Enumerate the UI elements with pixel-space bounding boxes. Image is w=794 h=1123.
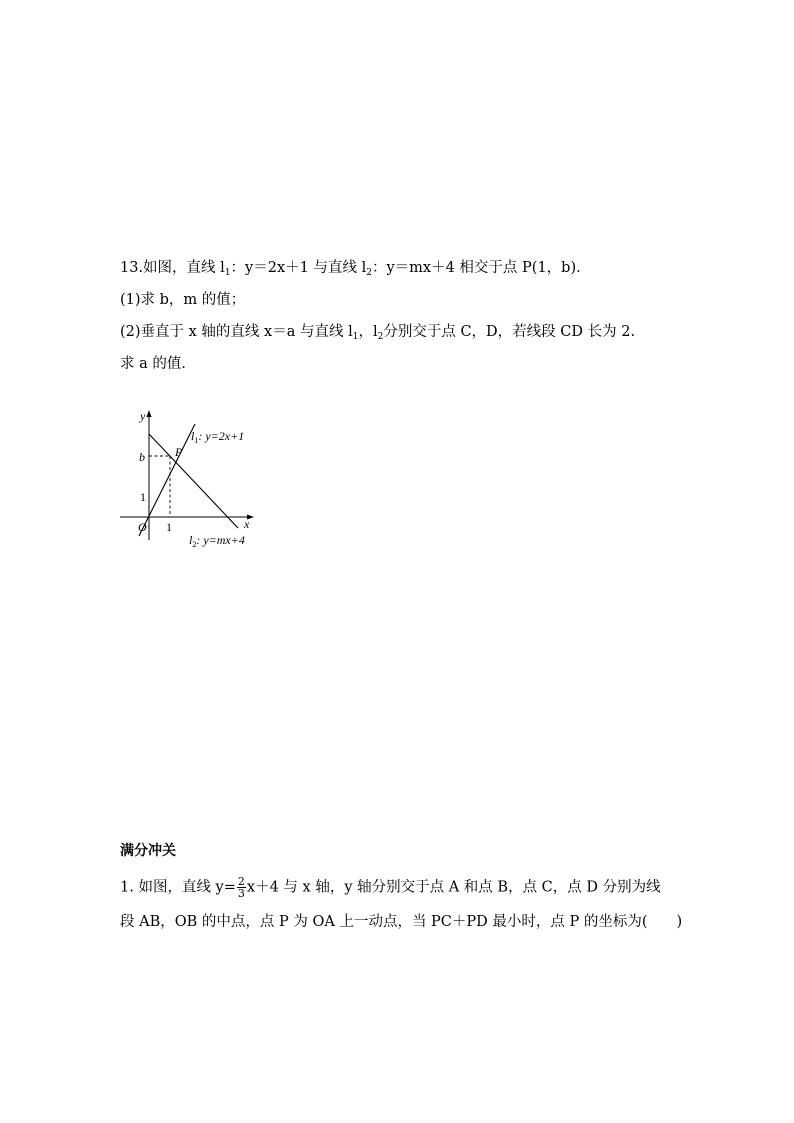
x-one-label: 1	[166, 520, 172, 534]
b-tick-label: b	[139, 450, 145, 464]
fraction-two-thirds	[237, 876, 246, 899]
x-axis-label: x	[244, 517, 250, 531]
problem13-text-c: ：y＝mx＋4 相交于点 P(1，b)．	[371, 260, 591, 276]
q1-statement-cont: 段 AB，OB 的中点，点 P 为 OA 上一动点，当 PC＋PD 最小时，点 P 的坐标为( )	[120, 914, 683, 930]
problem13-part1: (1)求 b，m 的值；	[120, 292, 246, 308]
y-one-label: 1	[140, 490, 146, 504]
problem13-text-a: 13.如图，直线 l	[120, 260, 225, 276]
q1-text-a: 1. 如图，直线 y=	[120, 879, 236, 896]
q1-statement	[120, 876, 661, 899]
q1-text-b: x＋4 与 x 轴，y 轴分别交于点 A 和点 B，点 C，点 D 分别为线	[246, 879, 661, 896]
line-l2	[149, 434, 238, 528]
fraction-denominator: 3	[237, 887, 245, 900]
problem13-statement	[120, 258, 591, 283]
fraction-numerator: 2	[237, 875, 245, 888]
y-axis-arrow	[147, 410, 152, 417]
problem13-part2	[120, 322, 635, 347]
l1-subscript: 1	[352, 332, 359, 342]
problem13-part2-cont: 求 a 的值．	[120, 356, 196, 372]
l2-label: $l_2$: y=mx+4	[189, 533, 245, 549]
origin-label: O	[138, 520, 147, 534]
y-axis-label: y	[140, 409, 146, 423]
part2-text-c: 分别交于点 C，D，若线段 CD 长为 2.	[383, 324, 636, 340]
l1-label: $l_1$: y=2x+1	[191, 429, 245, 445]
part2-text-b: ，l	[358, 324, 378, 340]
part2-text-a: (2)垂直于 x 轴的直线 x＝a 与直线 l	[120, 324, 353, 340]
l2-subscript: 2	[377, 332, 384, 342]
l2-subscript: 2	[366, 268, 372, 278]
section-title: 满分冲关	[120, 843, 176, 859]
point-p-label: P	[175, 445, 183, 459]
problem13-text-b: ：y＝2x＋1 与直线 l	[230, 260, 367, 276]
graph-figure	[110, 405, 280, 555]
l1-subscript: 1	[224, 268, 231, 278]
